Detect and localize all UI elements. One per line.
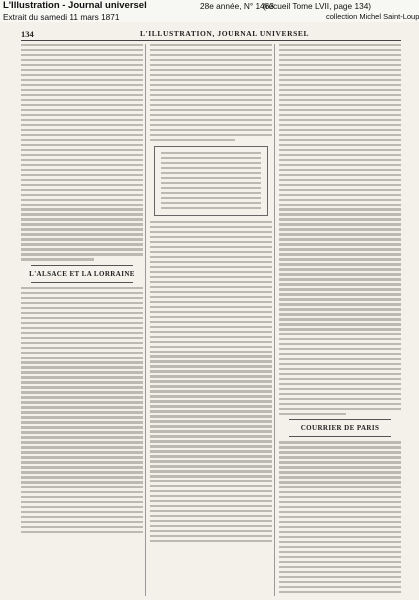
column-3-text-bottom [279,441,401,596]
column-1 [21,44,143,596]
newspaper-page [0,22,419,600]
section-divider [31,265,133,266]
column-2-text-top [150,44,272,141]
column-1-text-top [21,44,143,261]
column-rule [274,44,275,596]
column-2-text-bottom [150,221,272,542]
column-1-text-bottom [21,287,143,534]
section-divider [31,282,133,283]
extract-date: Extrait du samedi 11 mars 1871 [3,12,120,22]
running-title: L'ILLUSTRATION, JOURNAL UNIVERSEL [140,29,310,38]
document-header [0,0,419,23]
header-rule [21,40,401,41]
column-3 [279,44,401,596]
signature-list-box [154,146,268,216]
issue-number: 28e année, N° 1463 [200,1,274,11]
section-heading-courrier: COURRIER DE PARIS [300,424,380,433]
column-3-text-top [279,44,401,415]
section-divider [289,436,391,437]
page-number: 134 [21,29,34,39]
column-2 [150,44,272,596]
column-rule [145,44,146,596]
section-divider [289,419,391,420]
section-heading-alsace: L'ALSACE ET LA LORRAINE [29,269,135,278]
volume-ref: (recueil Tome LVII, page 134) [263,1,372,11]
collection-credit: collection Michel Saint-Loup [326,12,419,21]
journal-title: L'Illustration - Journal universel [3,0,147,11]
